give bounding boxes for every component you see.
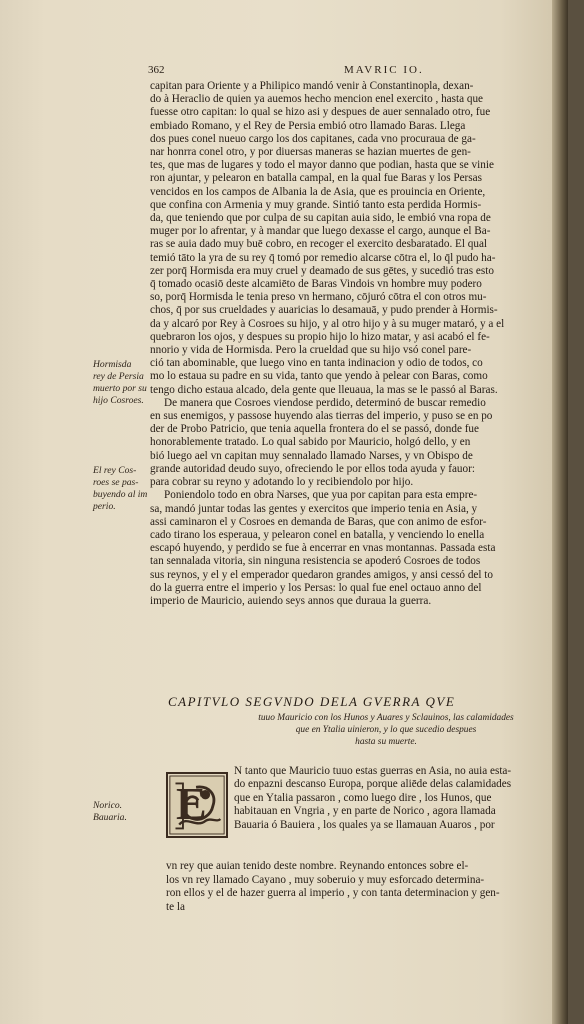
text-line: imperio de Mauricio, auiendo seys annos que duraua la guerra. bbox=[150, 594, 432, 607]
text-line: q̄ tomado ocasiō deste alcamiēto de Baras Vindois vn hombre muy podero bbox=[150, 278, 482, 291]
text-line: N tanto que Mauricio tuuo estas guerras en Asia, no auia esta- bbox=[234, 765, 512, 777]
text-line: habitauan en Vngria , y en parte de Norico , agora llamada bbox=[234, 805, 496, 818]
text-line: temió tāto la yra de su rey q̄ tomó por remedio alcarse cōtra el, lo q̄l pudo ha- bbox=[150, 251, 496, 264]
text-line: do à Heraclio de quien ya auemos hecho mencion enel exercito , hasta que bbox=[150, 93, 484, 106]
margin-note-cosroes bbox=[93, 465, 155, 513]
text-line: rey de Persia bbox=[93, 371, 144, 382]
margin-note-hormisda bbox=[93, 359, 155, 407]
text-line: da y alcaró por Rey à Cosroes su hijo, y al otro hijo y à su muger mataró, y a el bbox=[150, 317, 505, 330]
text-line: sus reynos, y el y el emperador quedaron grandes amigos, y ansi cessó del to bbox=[150, 568, 493, 581]
text-line: cado tirano los esperaua, y pelearon conel en batalla, y venciendo lo enella bbox=[150, 528, 485, 541]
text-line: da, que teniendo que por culpa de su capitan auia sido, le embió vna ropa de bbox=[150, 212, 491, 225]
running-head: MAVRIC IO. bbox=[344, 64, 424, 76]
text-line: bió luego ael vn capitan muy sennalado llamado Narses, y vn Obispo de bbox=[150, 449, 473, 462]
text-line: nar honrra conel otro, y por diuersas maneras se hazian muertes de gen- bbox=[150, 146, 471, 159]
text-line: Poniendolo todo en obra Narses, que yua por capitan para esta empre- bbox=[164, 489, 478, 502]
chapter-text-beside-initial bbox=[234, 765, 568, 832]
text-line: perio. bbox=[93, 501, 116, 512]
text-line: Hormisda bbox=[93, 359, 132, 370]
text-line: do enpazni descanso Europa, porque aliēde delas calamidades bbox=[234, 778, 512, 791]
folio-number: 362 bbox=[148, 64, 165, 76]
text-line: mo lo estaua su padre en su vida, tanto que yendo à pelear con Baras, como bbox=[150, 370, 488, 383]
text-line: sa, mandó juntar todas las gentes y exercitos que imperio tenia en Asia, y bbox=[150, 502, 478, 515]
dropcap-letter: E bbox=[176, 778, 207, 829]
decorated-initial bbox=[166, 772, 228, 838]
text-line: tes, que mas de lugares y todo el mayor danno que podian, hasta que se vinie bbox=[150, 159, 494, 172]
text-line: ció tan abominable, que luego vino en tanta indinacion y odio de todos, co bbox=[150, 357, 483, 370]
text-line: ron ajuntar, y pelearon en batalla campal, en la qual fue Baras y los Persas bbox=[150, 172, 482, 185]
text-line: so, porq̄ Hormisda le tenia preso vn hermano, cōjuró cōtra el con otros mu- bbox=[150, 291, 487, 304]
text-line: Bauaria ó Bauiera , los quales ya se llamauan Auaros , por bbox=[234, 818, 495, 831]
text-line: que en Ytalia uinieron, y lo que sucedio despues bbox=[295, 724, 477, 735]
text-line: en sus enemigos, y passose huyendo alas tierras del imperio, y puso se en po bbox=[150, 410, 493, 423]
chapter-text-continued bbox=[166, 860, 568, 914]
text-line: do la guerra entre el imperio y los Persas: lo qual fue enel octauo anno del bbox=[150, 581, 482, 594]
text-line: dos pues conel nueuo cargo los dos capitanes, cada vno procuraua de ga- bbox=[150, 132, 476, 145]
text-line: tuuo Mauricio con los Hunos y Auares y Sclauinos, las calamidades bbox=[258, 713, 514, 723]
text-line: grande autoridad deudo suyo, ofreciendo le por ellos toda ayuda y fauor: bbox=[150, 462, 475, 475]
margin-note-norico bbox=[93, 800, 155, 824]
text-line: assi caminaron el y Cosroes en demanda de Baras, que con animo de esfor- bbox=[150, 515, 487, 528]
text-line: roes se pas- bbox=[93, 477, 139, 488]
chapter-subtitle bbox=[196, 713, 568, 748]
text-line: los vn rey llamado Cayano , muy soberuio y muy esforcado determina- bbox=[166, 873, 485, 886]
text-line: para cobrar su reyno y adotando lo y recibiendolo por hijo. bbox=[150, 476, 414, 489]
text-line: buyendo al im bbox=[93, 489, 148, 500]
text-line: De manera que Cosroes viendose perdido, determinó de buscar remedio bbox=[164, 396, 486, 409]
page-header bbox=[148, 64, 548, 80]
text-line: tan sennalada vitoria, sin ninguna resistencia se apoderó Cosroes de todos bbox=[150, 555, 481, 568]
text-line: muger por lo afrentar, y à mandar que luego dexasse el cargo, aunque el Ba- bbox=[150, 225, 491, 238]
text-line: ron ellos y el de hazer guerra al imperio , y con tanta determinacion y gen- bbox=[166, 887, 500, 900]
text-line: capitan para Oriente y a Philipico mandó venir à Constantinopla, dexan- bbox=[150, 80, 474, 92]
text-line: zer porq̄ Hormisda era muy cruel y deamado de sus gētes, y sucedió tras esto bbox=[150, 264, 494, 277]
text-line: muerto por su bbox=[93, 383, 147, 394]
text-line: vencidos en los campos de Albania la de Asia, que es prouincia en Oriente, bbox=[150, 185, 486, 198]
text-line: Bauaria. bbox=[93, 812, 127, 823]
text-line: embiado Romano, y el Rey de Persia embió otro llamado Baras. Llega bbox=[150, 119, 466, 132]
text-line: escapó huyendo, y perdido se fue à encerrar en vnas montannas. Passada esta bbox=[150, 542, 496, 555]
text-line: te la bbox=[166, 900, 185, 913]
text-line: ras se auia dado muy buē cobro, en recoger el exercito desbaratado. El qual bbox=[150, 238, 488, 251]
text-line: fuesse otro capitan: lo qual se hizo asi y despues de auer sennalado otro, fue bbox=[150, 106, 491, 119]
main-text-column bbox=[150, 80, 568, 608]
book-gutter bbox=[552, 0, 568, 1024]
text-line: que confina con Armenia y muy grande. Sintió tanto esta perdida Hormis- bbox=[150, 198, 482, 211]
text-line: honorablemente tratado. Lo qual sabido por Mauricio, holgó dello, y en bbox=[150, 436, 471, 449]
text-line: Norico. bbox=[93, 800, 123, 811]
text-line: tengo dicho estaua alcado, dela gente que lleuaua, la mas se le passó al Baras. bbox=[150, 383, 498, 396]
text-line: hasta su muerte. bbox=[355, 736, 417, 747]
text-line: nnorio y vida de Hormisda. Pero la crueldad que su hijo vsó conel pare- bbox=[150, 344, 472, 357]
text-line: que en Ytalia passaron , como luego dire , los Hunos, que bbox=[234, 791, 492, 804]
text-line: vn rey que auian tenido deste nombre. Reynando entonces sobre el- bbox=[166, 860, 469, 872]
text-line: El rey Cos- bbox=[93, 465, 137, 476]
text-line: quebraron los ojos, y despues su propio hijo lo hizo matar, y asi acabó el fe- bbox=[150, 330, 490, 343]
text-line: chos, q̄ por sus crueldades y auaricias lo desamauā, y pudo prender à Hormis- bbox=[150, 304, 498, 317]
chapter-heading: CAPITVLO SEGVNDO DELA GVERRA QVE bbox=[168, 694, 456, 709]
text-line: hijo Cosroes. bbox=[93, 395, 144, 406]
text-line: der de Probo Patricio, que tenia aquella frontera do el se passó, donde fue bbox=[150, 423, 479, 436]
